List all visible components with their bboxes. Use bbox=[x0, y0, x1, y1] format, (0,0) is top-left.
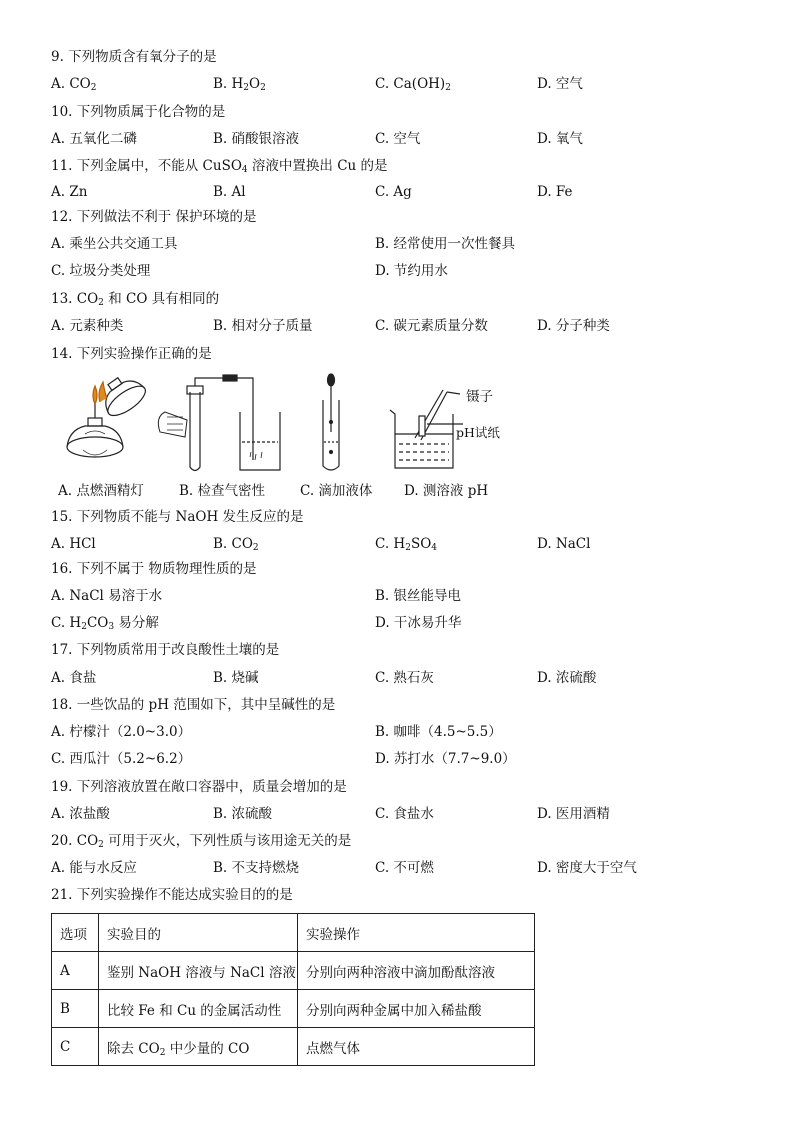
q10-stem: 10. 下列物质属于化合物的是 bbox=[51, 104, 226, 120]
q12-option-a: A. 乘坐公共交通工具 bbox=[51, 236, 178, 252]
q20-option-b: B. 不支持燃烧 bbox=[213, 860, 300, 876]
q19-option-d: D. 医用酒精 bbox=[537, 806, 610, 822]
q20-stem: 20. $CO_2$ 可用于灭火，下列性质与该用途无关的是 bbox=[51, 833, 352, 850]
q11-stem: 11. 下列金属中，不能从 CuSO$_4$ 溶液中置换出 Cu 的是 bbox=[51, 158, 388, 175]
q17-option-c: C. 熟石灰 bbox=[375, 670, 434, 686]
q14-figures bbox=[55, 372, 515, 472]
q10-option-d: D. 氧气 bbox=[537, 131, 583, 147]
q13-option-c: C. 碳元素质量分数 bbox=[375, 318, 488, 334]
q9-option-d: D. 空气 bbox=[537, 76, 583, 92]
q15-stem: 15. 下列物质不能与 NaOH 发生反应的是 bbox=[51, 509, 304, 525]
q20-option-a: A. 能与水反应 bbox=[51, 860, 137, 876]
q14-caption-b: B. 检查气密性 bbox=[179, 483, 266, 499]
table-cell: 分别向两种溶液中滴加酚酞溶液 bbox=[298, 952, 535, 990]
q21-table bbox=[51, 913, 535, 1066]
q15-option-b: B. $CO_2$ bbox=[213, 536, 259, 553]
q11-option-d: D. Fe bbox=[537, 184, 573, 200]
alcohol-lamp-figure bbox=[67, 372, 150, 457]
q9-option-a: A. $CO_2$ bbox=[51, 76, 97, 93]
q18-option-a: A. 柠檬汁（2.0~3.0） bbox=[51, 724, 192, 740]
q19-option-c: C. 食盐水 bbox=[375, 806, 434, 822]
q10-option-a: A. 五氧化二磷 bbox=[51, 131, 137, 147]
q19-stem: 19. 下列溶液放置在敞口容器中，质量会增加的是 bbox=[51, 779, 347, 795]
q21-stem: 21. 下列实验操作不能达成实验目的的是 bbox=[51, 887, 293, 903]
q17-option-b: B. 烧碱 bbox=[213, 670, 259, 686]
q18-option-b: B. 咖啡（4.5~5.5） bbox=[375, 724, 502, 740]
table-cell: C bbox=[52, 1028, 99, 1066]
q17-option-a: A. 食盐 bbox=[51, 670, 97, 686]
q13-option-d: D. 分子种类 bbox=[537, 318, 610, 334]
q11-option-b: B. Al bbox=[213, 184, 246, 200]
q9-option-b: B. $H_2O_2$ bbox=[213, 76, 266, 93]
q18-stem: 18. 一些饮品的 pH 范围如下，其中呈碱性的是 bbox=[51, 697, 336, 713]
q17-stem: 17. 下列物质常用于改良酸性土壤的是 bbox=[51, 642, 280, 658]
table-cell: 比较 Fe 和 Cu 的金属活动性 bbox=[99, 990, 298, 1028]
q15-option-d: D. NaCl bbox=[537, 536, 591, 552]
q12-stem: 12. 下列做法不利于 保护环境的是 bbox=[51, 209, 257, 225]
q19-option-a: A. 浓盐酸 bbox=[51, 806, 110, 822]
q18-option-c: C. 西瓜汁（5.2~6.2） bbox=[51, 751, 192, 767]
q13-stem: 13. $CO_2$ 和 CO 具有相同的 bbox=[51, 291, 220, 308]
q15-option-c: C. $H_2SO_4$ bbox=[375, 536, 438, 553]
table-cell: 鉴别 NaOH 溶液与 NaCl 溶液 bbox=[99, 952, 298, 990]
q16-option-b: B. 银丝能导电 bbox=[375, 588, 462, 604]
dropper-figure bbox=[323, 374, 339, 470]
table-cell: 除去 $CO_2$ 中少量的 CO bbox=[99, 1028, 298, 1066]
table-row bbox=[52, 952, 535, 990]
q14-stem: 14. 下列实验操作正确的是 bbox=[51, 346, 212, 362]
tweezers-label: 镊子 bbox=[466, 389, 493, 405]
q12-option-d: D. 节约用水 bbox=[375, 263, 448, 279]
table-header-cell: 选项 bbox=[52, 914, 99, 952]
q11-option-a: A. Zn bbox=[51, 184, 88, 200]
ph-paper-label: pH试纸 bbox=[456, 425, 500, 440]
q20-option-c: C. 不可燃 bbox=[375, 860, 434, 876]
q14-caption-a: A. 点燃酒精灯 bbox=[58, 483, 144, 499]
airtightness-figure bbox=[158, 375, 280, 471]
q15-option-a: A. HCl bbox=[51, 536, 96, 552]
table-header-cell: 实验目的 bbox=[99, 914, 298, 952]
table-row bbox=[52, 990, 535, 1028]
q16-option-a: A. NaCl 易溶于水 bbox=[51, 588, 163, 604]
table-header-cell: 实验操作 bbox=[298, 914, 535, 952]
q14-caption-c: C. 滴加液体 bbox=[300, 483, 373, 499]
table-row bbox=[52, 1028, 535, 1066]
q12-option-c: C. 垃圾分类处理 bbox=[51, 263, 151, 279]
table-cell: 点燃气体 bbox=[298, 1028, 535, 1066]
q9-option-c: C. $Ca(OH)_2$ bbox=[375, 76, 451, 93]
q16-stem: 16. 下列不属于 物质物理性质的是 bbox=[51, 561, 257, 577]
q17-option-d: D. 浓硫酸 bbox=[537, 670, 597, 686]
table-header-row bbox=[52, 914, 535, 952]
q13-option-b: B. 相对分子质量 bbox=[213, 318, 313, 334]
q19-option-b: B. 浓硫酸 bbox=[213, 806, 273, 822]
q13-option-a: A. 元素种类 bbox=[51, 318, 124, 334]
q18-option-d: D. 苏打水（7.7~9.0） bbox=[375, 751, 516, 767]
table-cell: A bbox=[52, 952, 99, 990]
q9-stem: 9. 下列物质含有氧分子的是 bbox=[51, 49, 217, 65]
q12-option-b: B. 经常使用一次性餐具 bbox=[375, 236, 516, 252]
ph-test-figure bbox=[390, 390, 463, 468]
table-cell: B bbox=[52, 990, 99, 1028]
q14-caption-d: D. 测溶液 pH bbox=[404, 483, 489, 499]
q11-option-c: C. Ag bbox=[375, 184, 412, 200]
table-cell: 分别向两种金属中加入稀盐酸 bbox=[298, 990, 535, 1028]
q10-option-c: C. 空气 bbox=[375, 131, 421, 147]
q10-option-b: B. 硝酸银溶液 bbox=[213, 131, 300, 147]
q16-option-d: D. 干冰易升华 bbox=[375, 615, 462, 631]
q16-option-c: C. $H_2CO_3$ 易分解 bbox=[51, 615, 159, 632]
q20-option-d: D. 密度大于空气 bbox=[537, 860, 637, 876]
